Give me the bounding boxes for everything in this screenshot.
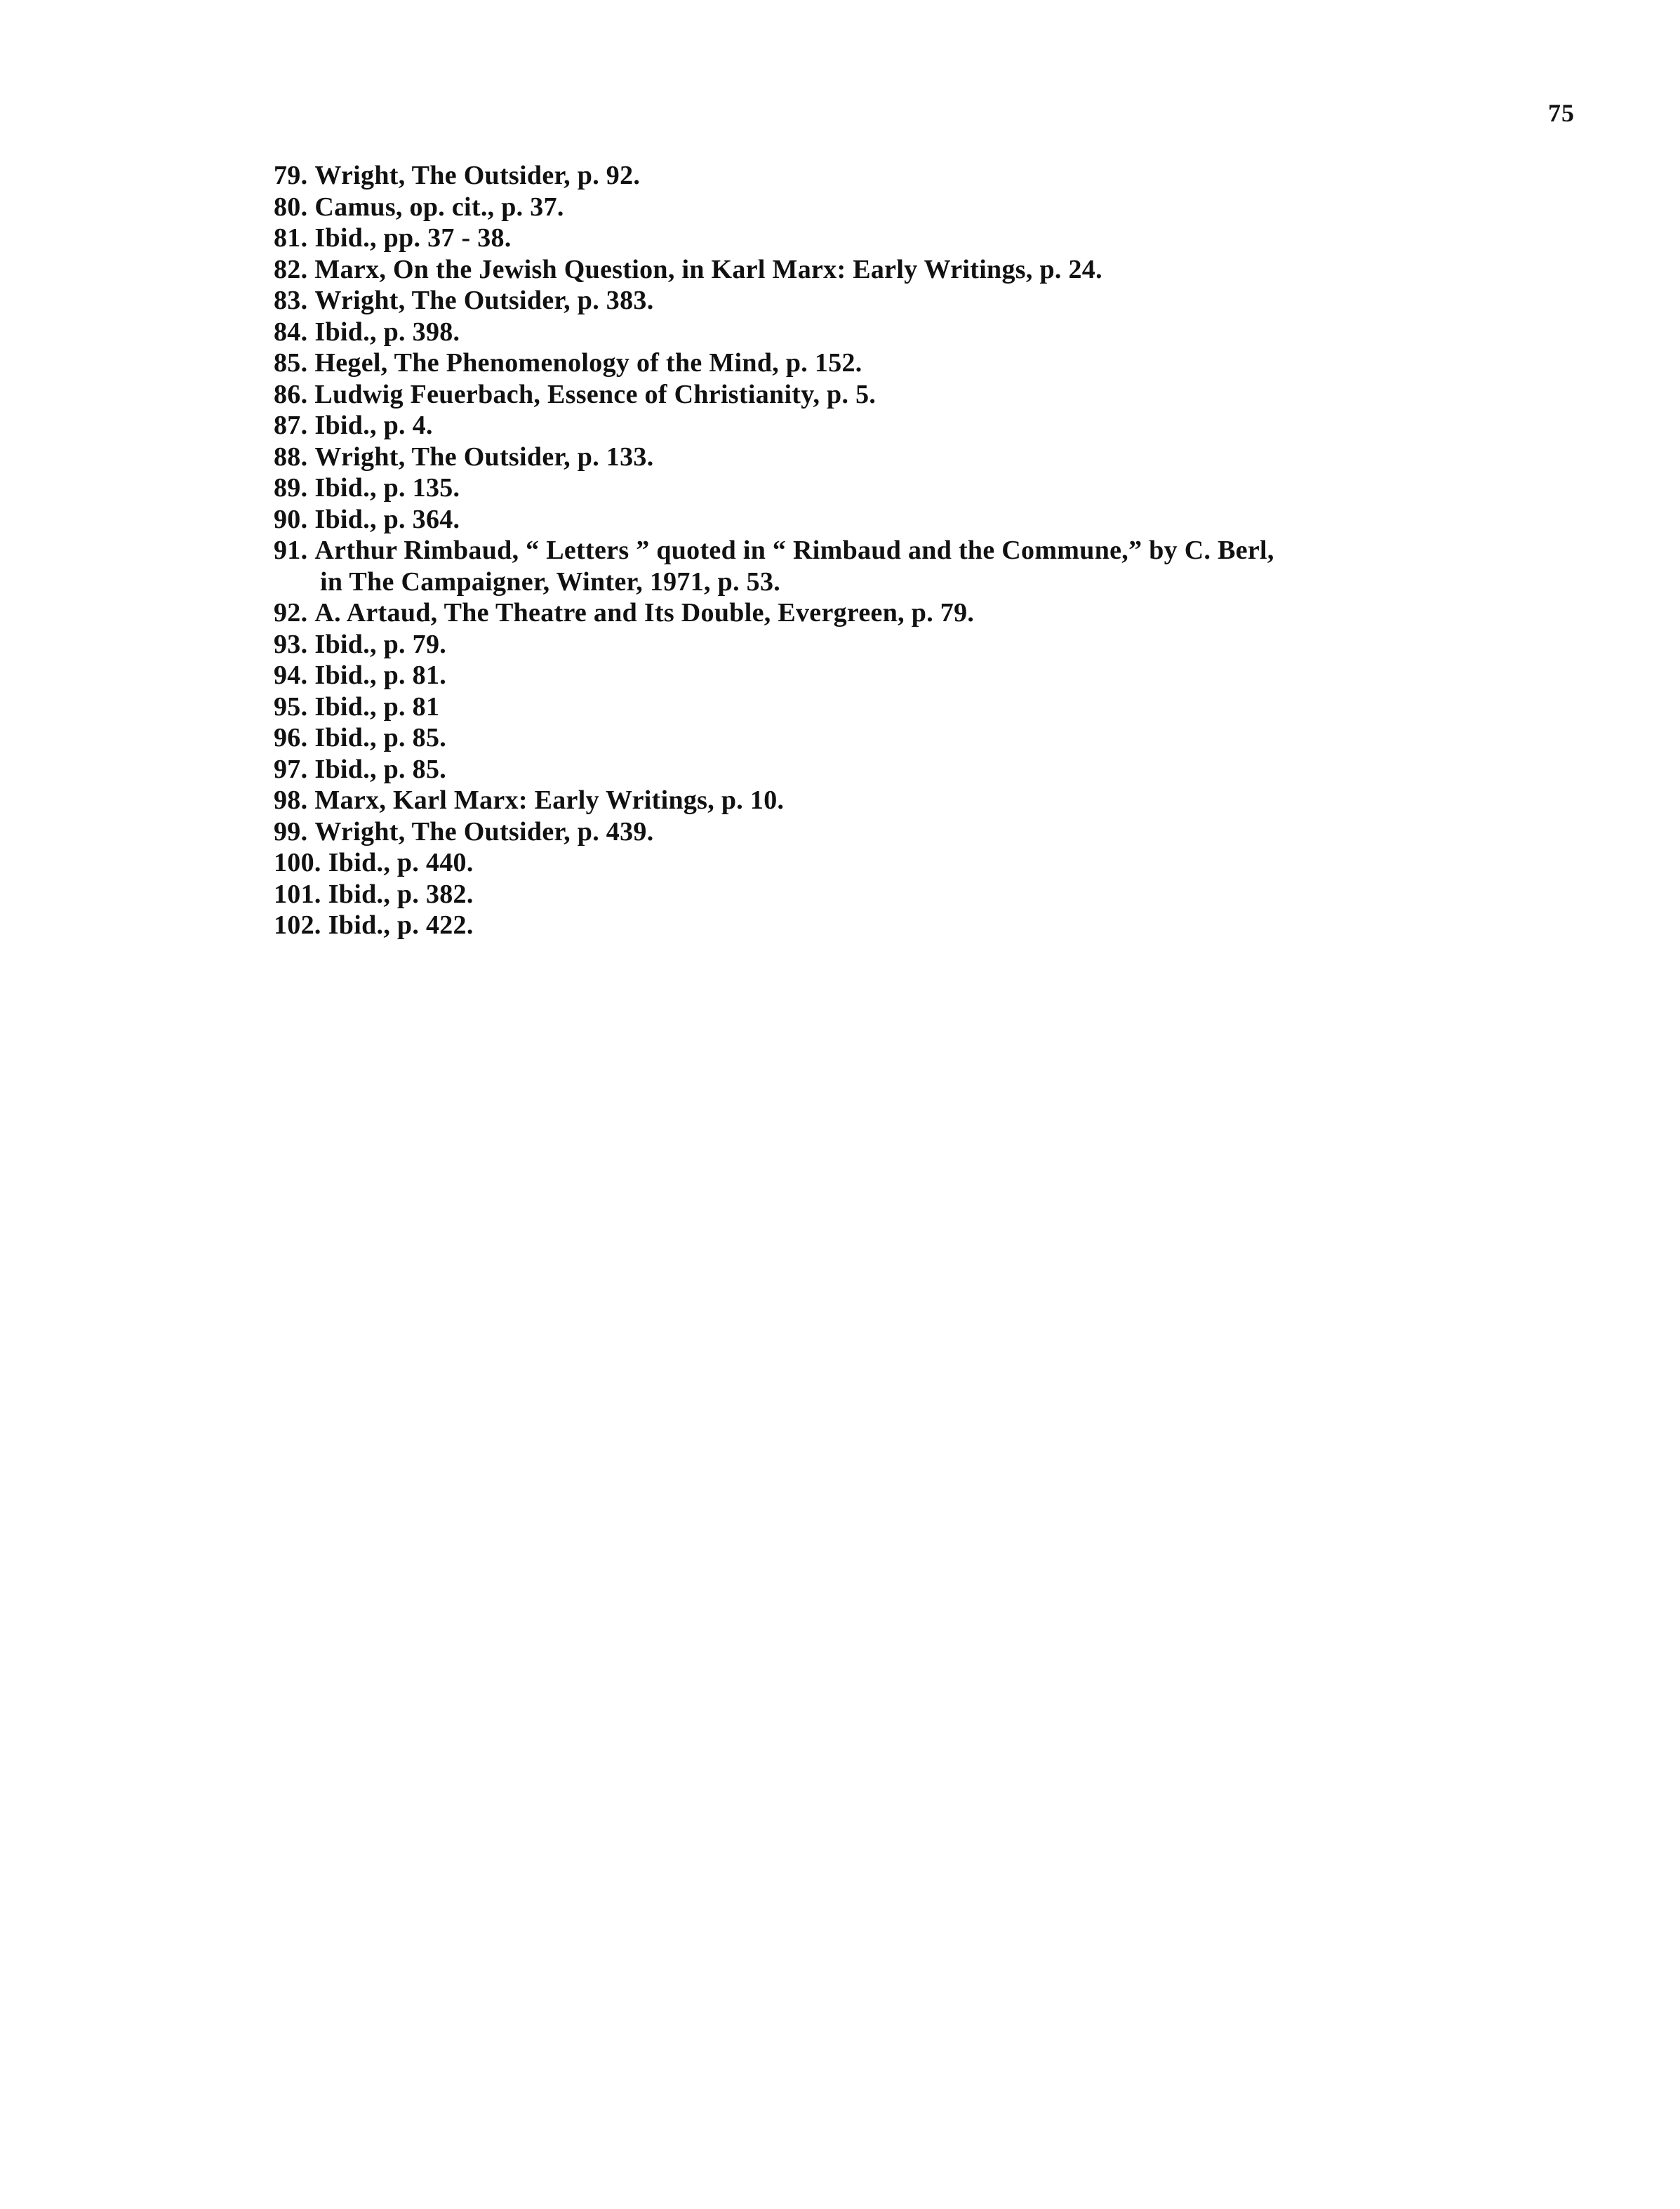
endnote <box>274 847 1467 879</box>
endnote-number: 80. <box>274 192 308 222</box>
endnote <box>274 504 1467 536</box>
endnote-number: 96. <box>274 723 308 752</box>
endnote-text: Wright, The Outsider, p. 92. <box>314 161 641 190</box>
endnote-text: Wright, The Outsider, p. 133. <box>314 442 654 472</box>
endnote-number: 86. <box>274 379 308 409</box>
endnote-number: 83. <box>274 286 308 315</box>
endnote <box>274 691 1467 723</box>
endnote-text: Ibid., p. 4. <box>314 411 433 440</box>
endnote-number: 93. <box>274 629 308 659</box>
endnote <box>274 472 1467 504</box>
endnote-number: 91. <box>274 536 308 565</box>
endnote-text: Arthur Rimbaud, “ Letters ” quoted in “ Rimbaud and the Commune,” by C. Berl, <box>314 536 1274 565</box>
endnote-number: 101. <box>274 879 321 909</box>
endnote-text: Ibid., p. 85. <box>314 723 447 752</box>
page-number: 75 <box>1548 99 1575 127</box>
endnote-text: Camus, op. cit., p. 37. <box>314 192 564 222</box>
endnote <box>274 910 1467 941</box>
endnote <box>274 192 1467 223</box>
endnote <box>274 442 1467 473</box>
endnote <box>274 317 1467 348</box>
endnote-number: 82. <box>274 254 308 284</box>
endnote-number: 98. <box>274 785 308 815</box>
endnote <box>274 223 1467 254</box>
endnote <box>274 785 1467 816</box>
endnote-text: Wright, The Outsider, p. 439. <box>314 816 654 847</box>
endnote <box>274 816 1467 848</box>
endnote-number: 81. <box>274 223 308 253</box>
endnote-number: 89. <box>274 473 308 503</box>
endnote-number: 92. <box>274 598 308 628</box>
endnote-text: Ibid., p. 135. <box>314 473 460 503</box>
endnote-text: Wright, The Outsider, p. 383. <box>314 286 654 315</box>
endnote-text: Ibid., p. 81 <box>314 691 440 722</box>
endnote <box>274 285 1467 317</box>
endnote <box>274 722 1467 754</box>
endnote-text: Ibid., p. 79. <box>314 629 447 659</box>
endnote-number: 79. <box>274 161 308 190</box>
endnote-text: Ibid., p. 81. <box>314 661 447 690</box>
endnote-text: Ibid., p. 422. <box>328 910 474 940</box>
endnote-text: Ibid., p. 382. <box>328 879 474 909</box>
endnote-number: 100. <box>274 848 321 877</box>
endnote <box>274 535 1467 597</box>
endnote <box>274 754 1467 785</box>
endnote-number: 87. <box>274 411 308 440</box>
endnote-text: Ibid., p. 398. <box>314 317 460 347</box>
endnote-number: 94. <box>274 661 308 690</box>
endnote-number: 85. <box>274 348 308 378</box>
endnote-continuation: in The Campaigner, Winter, 1971, p. 53. <box>320 566 781 597</box>
endnote-number: 90. <box>274 504 308 534</box>
endnote-text: A. Artaud, The Theatre and Its Double, Evergreen, p. 79. <box>314 598 975 628</box>
endnote <box>274 597 1467 629</box>
endnote-text: Ibid., p. 364. <box>314 504 460 534</box>
endnote-text: Ibid., p. 85. <box>314 754 447 784</box>
endnote-number: 88. <box>274 442 308 472</box>
endnote-text: Hegel, The Phenomenology of the Mind, p. 152. <box>314 348 862 378</box>
endnote <box>274 347 1467 379</box>
endnote-number: 84. <box>274 317 308 347</box>
endnote-number: 97. <box>274 754 308 784</box>
endnote <box>274 379 1467 411</box>
endnote-number: 102. <box>274 910 321 940</box>
endnote-text: Ibid., pp. 37 - 38. <box>314 223 512 253</box>
endnote <box>274 160 1467 192</box>
endnote-number: 99. <box>274 816 308 847</box>
endnote <box>274 879 1467 910</box>
endnote <box>274 410 1467 442</box>
endnote-text: Ludwig Feuerbach, Essence of Christianity, p. 5. <box>314 379 876 409</box>
endnote-number: 95. <box>274 691 308 722</box>
endnotes-list <box>274 160 1467 941</box>
endnote-text: Marx, On the Jewish Question, in Karl Marx: Early Writings, p. 24. <box>314 254 1102 284</box>
endnote-text: Marx, Karl Marx: Early Writings, p. 10. <box>314 785 785 815</box>
endnote-text: Ibid., p. 440. <box>328 848 474 877</box>
endnote <box>274 629 1467 661</box>
endnote <box>274 254 1467 286</box>
endnote <box>274 660 1467 691</box>
